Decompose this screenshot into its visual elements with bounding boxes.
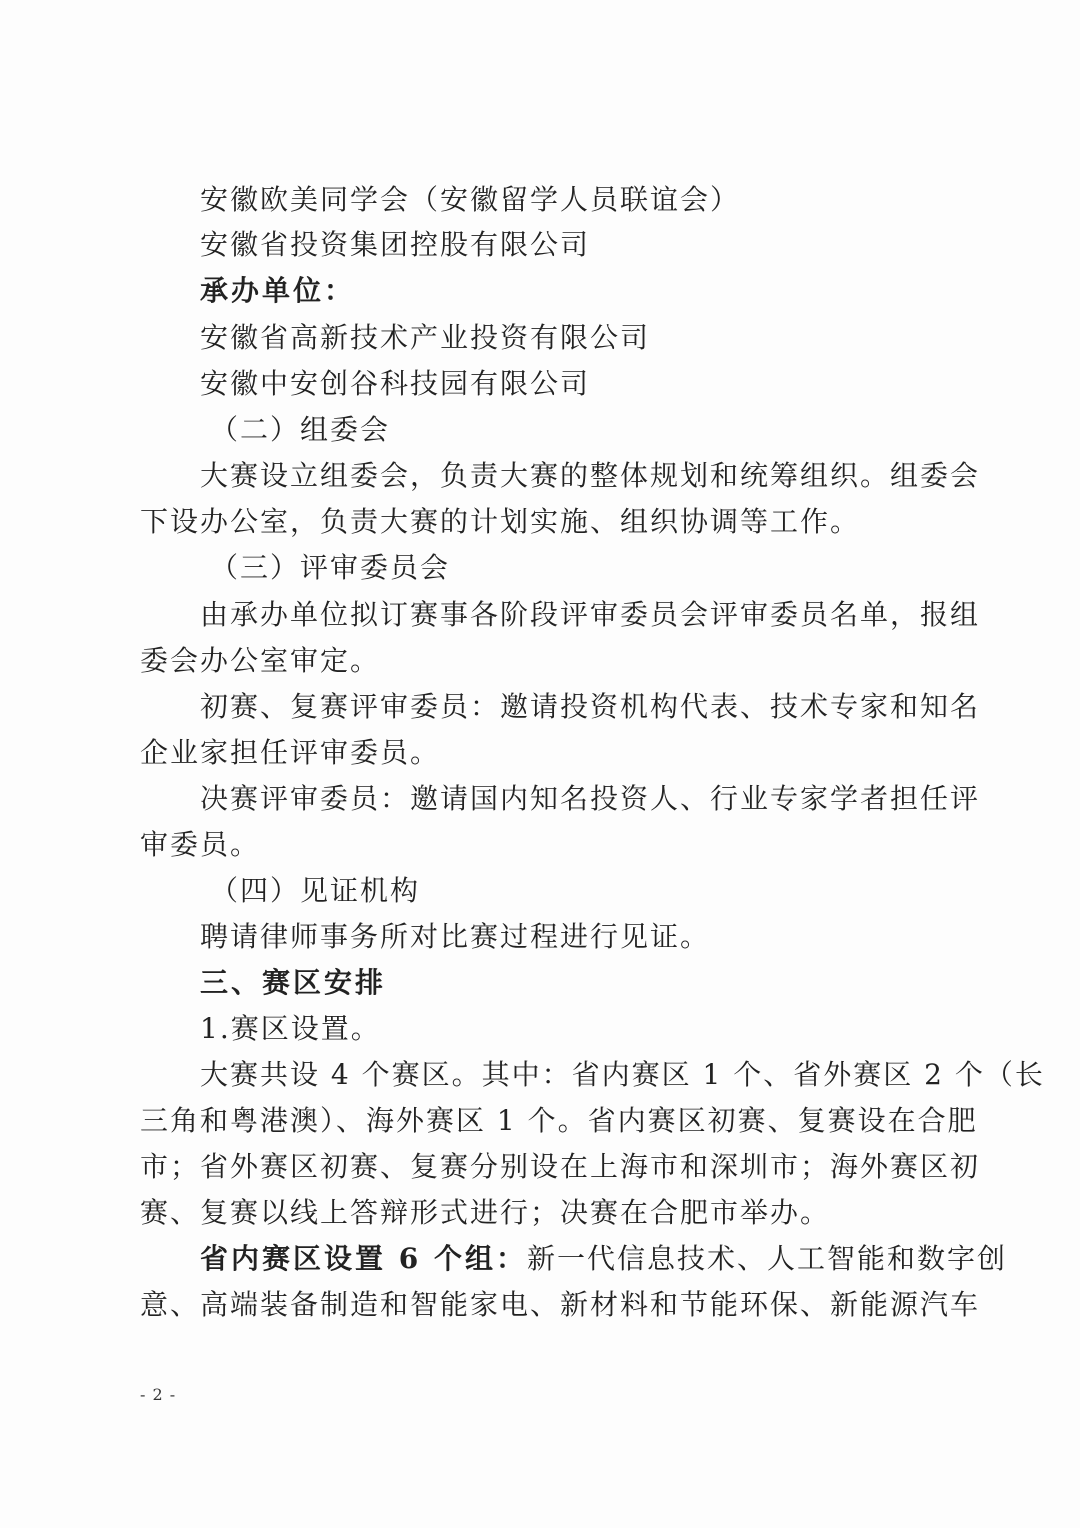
section-heading: 三、赛区安排 (200, 966, 387, 999)
bold-lead: 省内赛区设置 6 个组： (200, 1242, 527, 1275)
body-line: 由承办单位拟订赛事各阶段评审委员会评审委员名单，报组 (200, 598, 981, 631)
numbered-item: 1.赛区设置。 (200, 1012, 381, 1045)
body-line: 聘请律师事务所对比赛过程进行见证。 (200, 920, 711, 953)
body-line: 企业家担任评审委员。 (140, 736, 441, 769)
body-line: 安徽省高新技术产业投资有限公司 (200, 321, 651, 354)
body-line: 委会办公室审定。 (140, 644, 381, 677)
body-line: 初赛、复赛评审委员：邀请投资机构代表、技术专家和知名 (200, 690, 981, 723)
body-line: 审委员。 (140, 828, 261, 861)
subsection-heading: （四）见证机构 (210, 874, 421, 907)
body-line: 决赛评审委员：邀请国内知名投资人、行业专家学者担任评 (200, 782, 981, 815)
body-line: 意、高端装备制造和智能家电、新材料和节能环保、新能源汽车 (140, 1288, 981, 1321)
body-line: 大赛共设 4 个赛区。其中：省内赛区 1 个、省外赛区 2 个（长 (200, 1058, 1045, 1091)
body-line: 赛、复赛以线上答辩形式进行；决赛在合肥市举办。 (140, 1196, 831, 1229)
body-text: 新一代信息技术、人工智能和数字创 (526, 1242, 1007, 1275)
body-line: 三角和粤港澳）、海外赛区 1 个。省内赛区初赛、复赛设在合肥 (140, 1104, 978, 1137)
body-line-with-bold-lead (200, 1241, 1007, 1277)
body-line: 下设办公室，负责大赛的计划实施、组织协调等工作。 (140, 505, 861, 538)
section-heading: 承办单位： (200, 274, 356, 307)
body-line: 安徽省投资集团控股有限公司 (200, 228, 591, 261)
body-line: 安徽中安创谷科技园有限公司 (200, 367, 591, 400)
subsection-heading: （二）组委会 (210, 413, 391, 446)
page-number: - 2 - (140, 1385, 177, 1404)
body-line: 大赛设立组委会，负责大赛的整体规划和统筹组织。组委会 (200, 459, 981, 492)
body-line: 市；省外赛区初赛、复赛分别设在上海市和深圳市；海外赛区初 (140, 1150, 981, 1183)
body-line: 安徽欧美同学会（安徽留学人员联谊会） (200, 183, 741, 216)
subsection-heading: （三）评审委员会 (210, 551, 451, 584)
